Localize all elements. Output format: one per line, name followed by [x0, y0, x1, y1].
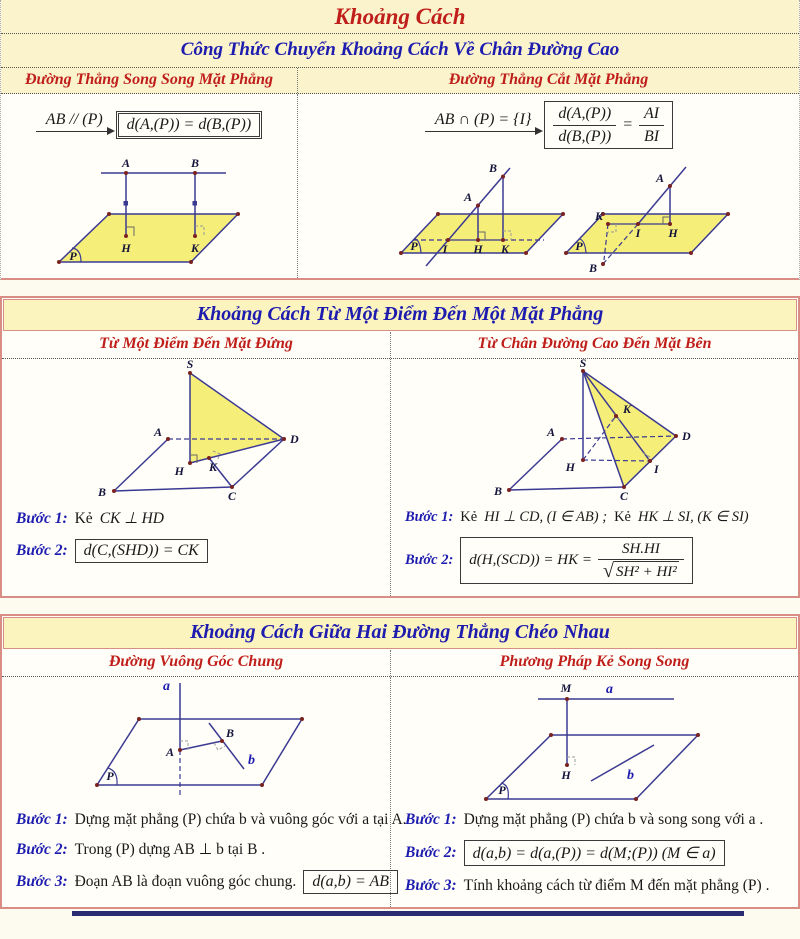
point-label-B: B: [190, 156, 200, 170]
section2-left-steps: [2, 501, 390, 575]
point-label-I: I: [635, 226, 641, 240]
plane-label-P: P: [410, 239, 418, 253]
point-label-K: K: [500, 242, 510, 256]
col-header-vuong-goc-chung: Đường Vuông Góc Chung: [2, 650, 391, 676]
section3-left-steps: [2, 803, 407, 906]
step-label: Bước 2:: [16, 840, 68, 858]
step-label: Bước 2:: [405, 844, 457, 861]
point-label-A: A: [463, 190, 472, 204]
plane-label-P: P: [575, 239, 583, 253]
point-label-K: K: [208, 460, 218, 474]
diagram-pyramid-SHD: [2, 359, 390, 501]
step-text: Tính khoảng cách từ điểm M đến mặt phẳng (P) .: [463, 877, 770, 894]
section2-title: Khoảng Cách Từ Một Điểm Đến Một Mặt Phẳng: [3, 299, 797, 331]
point-label-C: C: [619, 489, 629, 501]
section3-title: Khoảng Cách Giữa Hai Đường Thẳng Chéo Nhau: [3, 617, 797, 649]
section1-left-column: [1, 94, 298, 278]
step-text: Dựng mặt phẳng (P) chứa b và song song với a .: [463, 811, 764, 828]
fraction-segments: [639, 104, 664, 145]
section2-right-column: [391, 359, 800, 596]
step-label: Bước 1:: [405, 811, 457, 828]
point-label-B: B: [588, 261, 597, 275]
section1-right-column: [298, 94, 800, 278]
point-label-D: D: [682, 429, 691, 443]
step-1: [16, 811, 407, 829]
section3-right-steps: [391, 803, 800, 907]
point-label-H: H: [121, 241, 131, 255]
boxed-formula: d(C,(SHD)) = CK: [75, 539, 208, 563]
step-word: Kẻ: [74, 509, 93, 527]
arrow-shaft: [425, 131, 541, 140]
plane-label-P: P: [498, 783, 506, 797]
col-header-ke-song-song: Phương Pháp Kẻ Song Song: [499, 653, 690, 670]
col-header-cat: Đường Thẳng Cắt Mặt Phẳng: [448, 71, 649, 88]
line-label-b: b: [248, 753, 255, 768]
fraction-denominator: BI: [644, 127, 660, 145]
step-word: Kẻ: [614, 509, 631, 525]
diagram-parallel-line-plane: [1, 156, 297, 278]
col-header-song-song: Đường Thẳng Song Song Mặt Phẳng: [1, 68, 298, 93]
fraction-numerator: SH.HI: [598, 540, 684, 560]
point-label-H: H: [668, 226, 678, 240]
col-header-mat-ben: Từ Chân Đường Cao Đến Mặt Bên: [477, 335, 712, 352]
step-3: [405, 877, 795, 895]
diagram-parallel-method: [391, 677, 800, 803]
point-label-A: A: [121, 156, 131, 170]
section-duong-thang-cheo-nhau: [0, 614, 800, 909]
bottom-bar: [72, 911, 744, 916]
arrow-shaft: [36, 131, 113, 140]
point-label-C: C: [227, 489, 237, 501]
point-label-B: B: [488, 161, 497, 175]
step-1: [405, 811, 795, 829]
point-label-B: B: [493, 484, 502, 498]
fraction-numerator: d(A,(P)): [553, 104, 616, 125]
step-label: Bước 3:: [16, 873, 68, 890]
boxed-formula: [460, 537, 693, 584]
point-label-A: A: [165, 745, 174, 759]
point-label-A: A: [546, 425, 555, 439]
point-label-B: B: [226, 726, 235, 740]
section2-right-steps: [391, 501, 800, 596]
step-2: [405, 537, 795, 584]
step-1: [405, 509, 795, 526]
point-label-H: H: [174, 464, 184, 478]
boxed-ratio: [544, 101, 673, 148]
step-label: Bước 1:: [16, 811, 68, 828]
point-label-M: M: [560, 681, 572, 695]
step-math: CK ⊥ HD: [99, 510, 165, 527]
step-2: [16, 840, 384, 859]
plane-label-P: P: [69, 249, 77, 263]
boxed-formula: d(a,b) = AB: [303, 870, 398, 894]
line-label-b: b: [627, 768, 634, 783]
line-label-a: a: [606, 682, 613, 697]
section3-left-column: [2, 677, 407, 907]
step-text: Trong (P) dựng AB ⊥ b tại B .: [74, 841, 266, 858]
section2-left-column: [2, 359, 391, 596]
point-label-H: H: [473, 242, 483, 256]
point-label-I: I: [654, 462, 659, 476]
diagram-pyramid-SCD: [391, 359, 800, 501]
formula-prefix: d(H,(SCD)) = HK =: [469, 552, 593, 568]
step-1: [16, 509, 384, 528]
step-2: [16, 539, 384, 563]
condition-text: AB ∩ (P) = {I}: [434, 110, 532, 128]
formula-intersect: [298, 94, 800, 156]
step-label: Bước 2:: [16, 542, 68, 559]
section2-body: [2, 359, 798, 596]
section3-body: [2, 677, 798, 907]
section3-right-column: [391, 677, 800, 907]
section1-body: [1, 94, 799, 280]
fraction-distances: [553, 104, 616, 145]
point-label-A: A: [153, 425, 162, 439]
diagram-intersecting-lines: [298, 156, 800, 278]
point-label-H: H: [561, 768, 571, 782]
section2-column-headers: [2, 332, 798, 359]
point-label-K: K: [594, 209, 603, 223]
boxed-formula: d(a,b) = d(a,(P)) = d(M;(P)) (M ∈ a): [464, 840, 725, 866]
section-gap: [0, 280, 800, 296]
point-label-A: A: [655, 171, 664, 185]
step-word: Kẻ: [460, 509, 478, 525]
section3-column-headers: [2, 650, 798, 677]
plane-label-P: P: [106, 769, 114, 783]
fraction-numerator: AI: [639, 104, 664, 125]
step-3: [16, 870, 390, 894]
step-label: Bước 1:: [405, 509, 454, 525]
implication-arrow: [36, 111, 113, 140]
section1-column-headers: [1, 68, 799, 94]
fraction-denominator: d(B,(P)): [558, 127, 612, 145]
step-label: Bước 2:: [405, 552, 454, 568]
page-title: Khoảng Cách: [1, 0, 799, 34]
radicand: SH² + HI²: [614, 561, 679, 581]
point-label-K: K: [623, 402, 632, 416]
point-label-D: D: [290, 432, 299, 446]
section1-title: Công Thức Chuyển Khoảng Cách Về Chân Đường Cao: [1, 34, 799, 68]
point-label-B: B: [97, 485, 106, 499]
condition-text: AB // (P): [45, 110, 103, 128]
boxed-result: d(A,(P)) = d(B,(P)): [116, 111, 263, 139]
fraction-denominator: [598, 560, 684, 581]
step-label: Bước 3:: [405, 877, 457, 894]
line-label-a: a: [163, 679, 170, 694]
diagram-common-perpendicular: [2, 677, 390, 803]
formula-parallel: [1, 94, 297, 156]
point-label-S: S: [186, 359, 194, 371]
point-label-I: I: [442, 242, 448, 256]
equals-sign: =: [622, 116, 633, 133]
step-label: Bước 1:: [16, 509, 68, 527]
point-label-H: H: [565, 460, 575, 474]
point-label-K: K: [190, 241, 200, 255]
implication-arrow: [425, 111, 541, 140]
step-math: HK ⊥ SI, (K ∈ SI): [637, 509, 749, 525]
col-header-mat-dung: Từ Một Điểm Đến Mặt Đứng: [2, 332, 391, 358]
step-text: Dựng mặt phẳng (P) chứa b và vuông góc với a tại A.: [74, 811, 407, 828]
section-diem-den-mat-phang: [0, 296, 800, 598]
step-text: Đoạn AB là đoạn vuông góc chung.: [74, 873, 297, 890]
step-2: [405, 840, 795, 866]
section-khoang-cach: [0, 0, 800, 280]
fraction: [598, 540, 684, 581]
step-math: HI ⊥ CD, (I ∈ AB) ;: [484, 509, 608, 525]
point-label-S: S: [579, 359, 587, 370]
section-gap: [0, 598, 800, 614]
sqrt-sign: √: [603, 560, 614, 582]
